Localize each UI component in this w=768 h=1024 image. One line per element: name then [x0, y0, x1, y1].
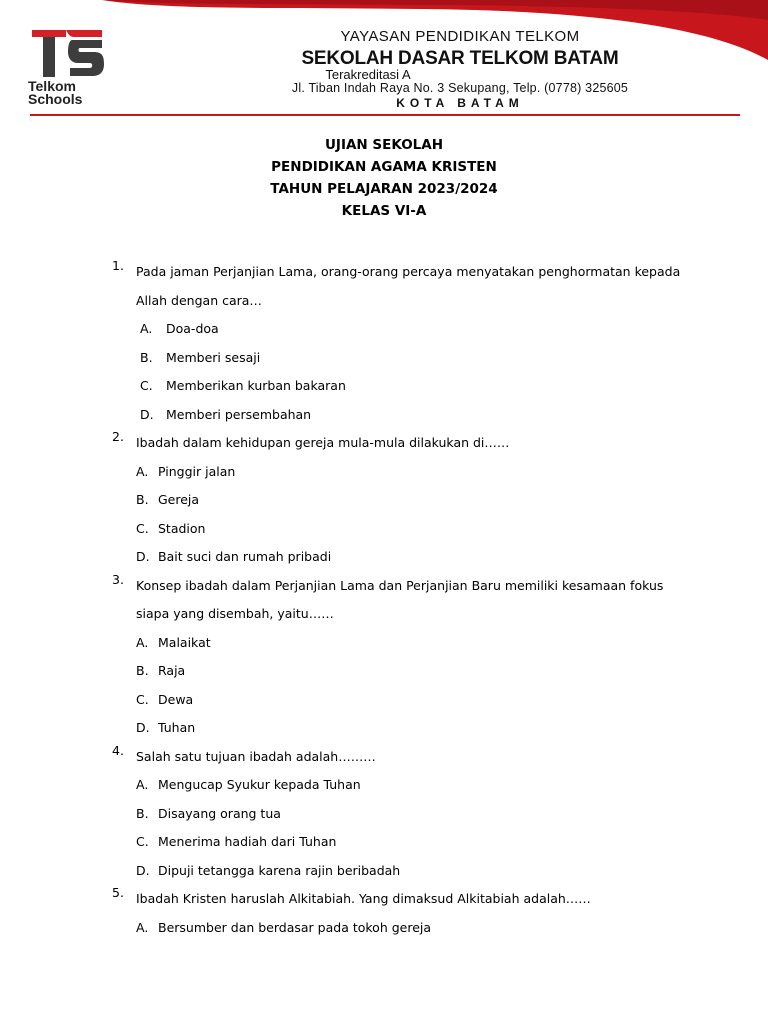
- question-list: [112, 258, 692, 942]
- answer-option-d: [136, 857, 692, 886]
- answer-option-c: [136, 686, 692, 715]
- exam-title-line4: KELAS VI-A: [341, 203, 427, 219]
- answer-option-b: [140, 344, 692, 373]
- question-text-line: Ibadah dalam kehidupan gereja mula-mula dilakukan di……: [136, 435, 510, 450]
- ts-logo-icon: [32, 30, 106, 78]
- option-text: Menerima hadiah dari Tuhan: [158, 834, 337, 849]
- answer-option-b: [136, 657, 692, 686]
- logo-text-line2: Schools: [28, 91, 83, 107]
- question-4: [112, 743, 692, 886]
- option-letter: C.: [136, 520, 149, 536]
- option-letter: A.: [136, 919, 149, 935]
- option-letter: B.: [136, 663, 149, 678]
- option-text: Doa-doa: [166, 321, 219, 336]
- option-letter: B.: [136, 492, 149, 507]
- option-text: Raja: [158, 663, 186, 678]
- question-text: [136, 885, 692, 914]
- option-text: Stadion: [158, 520, 206, 536]
- option-letter: A.: [136, 463, 149, 479]
- answer-option-a: [140, 315, 692, 344]
- answer-option-a: [136, 458, 692, 487]
- question-number: 1.: [112, 258, 124, 273]
- option-letter: D.: [140, 406, 154, 422]
- answer-option-a: [136, 914, 692, 943]
- option-text: Memberikan kurban bakaran: [166, 378, 346, 393]
- question-text-line: siapa yang disembah, yaitu……: [136, 606, 334, 621]
- answer-option-a: [136, 629, 692, 658]
- answer-options: [136, 458, 692, 572]
- option-letter: A.: [136, 777, 149, 792]
- answer-option-c: [136, 515, 692, 544]
- option-text: Bersumber dan berdasar pada tokoh gereja: [158, 919, 432, 935]
- option-letter: A.: [140, 321, 153, 336]
- option-text: Dipuji tetangga karena rajin beribadah: [158, 862, 401, 878]
- option-text: Tuhan: [158, 720, 196, 735]
- question-text: [136, 429, 692, 458]
- question-text: [136, 258, 692, 315]
- question-5: [112, 885, 692, 942]
- option-letter: B.: [136, 805, 149, 821]
- option-letter: A.: [136, 634, 149, 650]
- exam-title-line3: TAHUN PELAJARAN 2023/2024: [270, 181, 498, 197]
- school-address: Jl. Tiban Indah Raya No. 3 Sekupang, Telp. (0778) 325605: [291, 81, 629, 95]
- city-name: KOTA BATAM: [396, 96, 524, 110]
- question-text-line: Konsep ibadah dalam Perjanjian Lama dan Perjanjian Baru memiliki kesamaan fokus: [136, 577, 664, 593]
- answer-option-b: [136, 800, 692, 829]
- option-letter: C.: [140, 378, 153, 393]
- exam-title: [0, 134, 768, 222]
- option-letter: C.: [136, 691, 149, 707]
- school-name: SEKOLAH DASAR TELKOM BATAM: [301, 48, 619, 69]
- option-text: Malaikat: [158, 634, 211, 650]
- telkom-schools-logo: [28, 30, 110, 110]
- logo-text-line1: Telkom: [28, 78, 76, 94]
- letterhead: [0, 0, 768, 120]
- option-text: Dewa: [158, 691, 194, 707]
- question-text-line: Salah satu tujuan ibadah adalah………: [136, 748, 376, 764]
- option-letter: C.: [136, 834, 149, 849]
- answer-option-d: [140, 401, 692, 430]
- answer-option-b: [136, 486, 692, 515]
- option-letter: D.: [136, 862, 150, 878]
- answer-option-a: [136, 771, 692, 800]
- question-text-line: Pada jaman Perjanjian Lama, orang-orang percaya menyatakan penghormatan kepada: [136, 264, 681, 279]
- answer-option-d: [136, 714, 692, 743]
- question-number: 4.: [112, 742, 124, 758]
- exam-title-line2: PENDIDIKAN AGAMA KRISTEN: [271, 159, 497, 175]
- exam-title-line1: UJIAN SEKOLAH: [324, 137, 444, 153]
- question-text-line: Allah dengan cara…: [136, 292, 262, 308]
- question-text-line: Ibadah Kristen haruslah Alkitabiah. Yang dimaksud Alkitabiah adalah……: [136, 891, 591, 906]
- question-text: [136, 743, 692, 772]
- answer-options: [136, 914, 692, 943]
- accreditation: Terakreditasi A: [325, 67, 411, 82]
- answer-option-d: [136, 543, 692, 572]
- option-text: Memberi persembahan: [166, 406, 312, 422]
- option-letter: D.: [136, 720, 150, 735]
- question-number: 2.: [112, 429, 124, 444]
- foundation-name: YAYASAN PENDIDIKAN TELKOM: [340, 28, 580, 45]
- answer-option-c: [136, 828, 692, 857]
- question-number: 3.: [112, 571, 124, 587]
- question-3: [112, 572, 692, 743]
- answer-option-c: [140, 372, 692, 401]
- question-1: [112, 258, 692, 429]
- option-text: Gereja: [158, 492, 200, 507]
- answer-options: [136, 771, 692, 885]
- answer-options: [136, 629, 692, 743]
- question-2: [112, 429, 692, 572]
- option-text: Pinggir jalan: [158, 463, 236, 479]
- option-letter: B.: [140, 349, 153, 365]
- option-text: Mengucap Syukur kepada Tuhan: [158, 777, 361, 792]
- option-letter: D.: [136, 549, 150, 564]
- option-text: Bait suci dan rumah pribadi: [158, 549, 332, 564]
- option-text: Disayang orang tua: [158, 805, 281, 821]
- question-text: [136, 572, 692, 629]
- answer-options: [140, 315, 692, 429]
- letterhead-divider: [30, 114, 740, 116]
- option-text: Memberi sesaji: [166, 349, 261, 365]
- question-number: 5.: [112, 885, 124, 900]
